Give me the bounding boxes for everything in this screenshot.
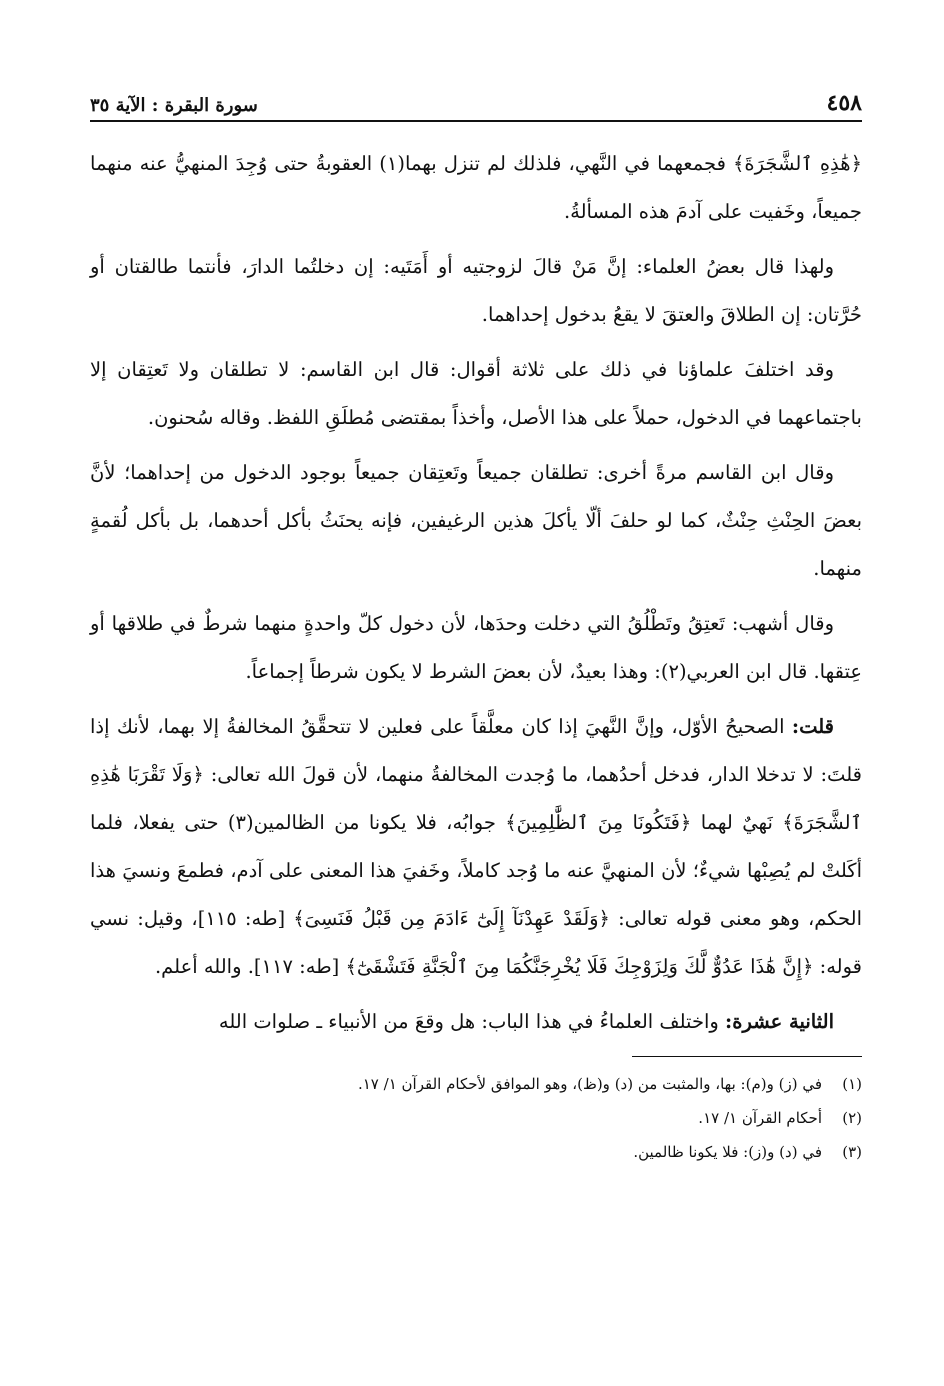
paragraph-text: وقال ابن القاسم مرةً أخرى: تطلقان جميعاً وتَعتِقان جميعاً بوجود الدخول من إحداهما؛ لأنَّ بعضَ الحِنْثِ حِنْثٌ، كما لو حلفَ ألّا يأكلَ هذين الرغيفين، فإنه يحنَثُ بأكل أحدهما، بل بأكل لُقمةٍ منهما. bbox=[90, 461, 862, 580]
lead-term: قلت: bbox=[791, 715, 834, 738]
page-header bbox=[90, 80, 862, 122]
page-number: ٤٥٨ bbox=[826, 90, 862, 116]
paragraph bbox=[90, 449, 862, 593]
paragraph-text: وقال أشهب: تَعتِقُ وتَطْلُقُ التي دخلت وحدَها، لأن دخول كلّ واحدةٍ منهما شرطٌ في طلاقها أو عِتقها. قال ابن العربي(٢): وهذا بعيدٌ، لأن بعضَ الشرط لا يكون شرطاً إجماعاً. bbox=[90, 612, 862, 683]
paragraph-text: ولهذا قال بعضُ العلماء: إنَّ مَنْ قالَ لزوجتيه أو أَمَتَيه: إن دخلتُما الدارَ، فأنتما طالقتان أو حُرَّتان: إن الطلاقَ والعتقَ لا يقعُ بدخول إحداهما. bbox=[90, 255, 862, 326]
footnote-number: (٢) bbox=[842, 1109, 862, 1127]
paragraph-text: واختلف العلماءُ في هذا الباب: هل وقعَ من الأنبياء ـ صلوات الله bbox=[218, 1010, 719, 1033]
paragraph bbox=[90, 703, 862, 991]
running-title: سورة البقرة : الآية ٣٥ bbox=[90, 95, 258, 116]
footnote-text: في (ز) و(م): بها، والمثبت من (د) و(ظ)، وهو الموافق لأحكام القرآن ١/ ١٧. bbox=[357, 1075, 822, 1093]
body-text bbox=[90, 140, 862, 1046]
paragraph bbox=[90, 600, 862, 696]
footnote-number: (٣) bbox=[842, 1143, 862, 1161]
footnote-divider bbox=[632, 1056, 862, 1057]
footnote bbox=[90, 1135, 862, 1169]
paragraph bbox=[90, 140, 862, 236]
paragraph-text: ﴿هَٰذِهِ ٱلشَّجَرَةَ﴾ فجمعهما في النَّهي، فلذلك لم تنزل بهما(١) العقوبةُ حتى وُجِدَ المنهيُّ عنه منهما جميعاً، وخَفيت على آدمَ هذه المسألةُ. bbox=[90, 152, 862, 223]
paragraph-text: الصحيحُ الأوّل، وإنَّ النَّهيَ إذا كان معلَّقاً على فعلين لا تتحقَّقُ المخالفةُ إلا بهما، لأنك إذا قلتَ: لا تدخلا الدار، فدخل أحدُهما، ما وُجدت المخالفةُ منهما، لأن قولَ الله تعالى: ﴿وَلَا تَقْرَبَا هَٰذِهِ ٱلشَّجَرَةَ﴾ نَهيٌ لهما ﴿فَتَكُونَا مِنَ ٱلظَّٰلِمِينَ﴾ جوابُه، فلا يكونا من الظالمين(٣) حتى يفعلا، فلما أكَلتْ لم يُصِبْها شيءٌ؛ لأن المنهيَّ عنه ما وُجد كاملاً، وخَفيَ هذا المعنى على آدم، فطمعَ ونسيَ هذا الحكم، وهو معنى قوله تعالى: ﴿وَلَقَدْ عَهِدْنَآ إِلَىٰٓ ءَادَمَ مِن قَبْلُ فَنَسِىَ﴾ [طه: ١١٥]، وقيل: نسي قوله: ﴿إِنَّ هَٰذَا عَدُوٌّ لَّكَ وَلِزَوْجِكَ فَلَا يُخْرِجَنَّكُمَا مِنَ ٱلْجَنَّةِ فَتَشْقَىٰٓ﴾ [طه: ١١٧]. والله أعلم. bbox=[90, 715, 863, 978]
footnote bbox=[90, 1101, 862, 1135]
paragraph bbox=[90, 346, 862, 442]
paragraph bbox=[90, 998, 862, 1046]
footnote bbox=[90, 1067, 862, 1101]
footnote-text: أحكام القرآن ١/ ١٧. bbox=[698, 1109, 822, 1127]
lead-term: الثانية عشرة: bbox=[725, 1010, 834, 1033]
paragraph bbox=[90, 243, 862, 339]
footnote-text: في (د) و(ز): فلا يكونا ظالمين. bbox=[633, 1143, 822, 1161]
book-page bbox=[90, 80, 862, 1169]
footnotes bbox=[90, 1067, 862, 1169]
paragraph-text: وقد اختلفَ علماؤنا في ذلك على ثلاثة أقوال: قال ابن القاسم: لا تطلقان ولا تَعتِقان إلا باجتماعهما في الدخول، حملاً على هذا الأصل، وأخذاً بمقتضى مُطلَقِ اللفظ. وقاله سُحنون. bbox=[90, 358, 862, 429]
footnote-number: (١) bbox=[842, 1075, 862, 1093]
